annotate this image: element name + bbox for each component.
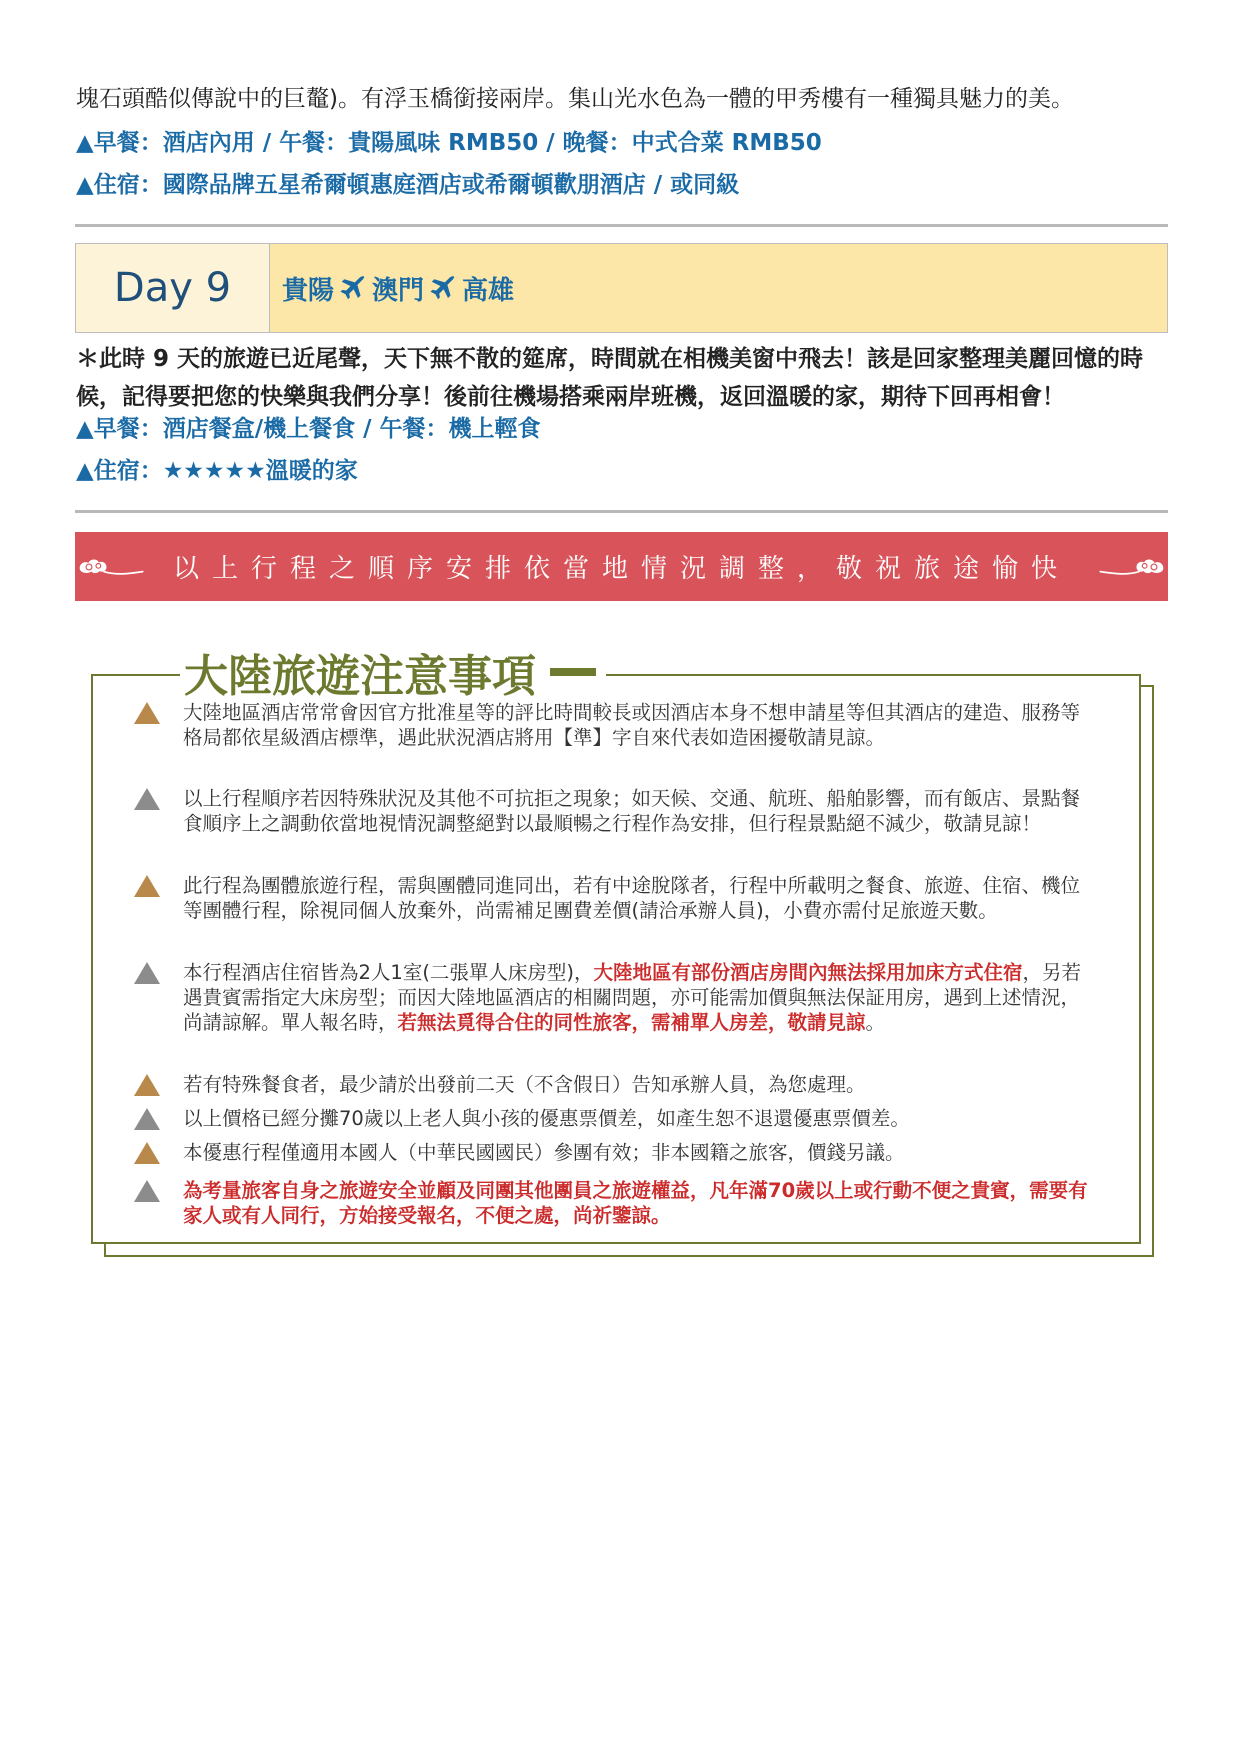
day-description: ＊此時 9 天的旅遊已近尾聲，天下無不散的筵席，時間就在相機美窗中飛去！該是回家整理美麗回憶的時候，記得要把您的快樂與我們分享！後前往機場搭乘兩岸班機，返回溫暖的家，期待下回再相會！ (76, 346, 1144, 410)
route-city-2: 澳門 (372, 275, 425, 306)
intro-lodging: ▲住宿：國際品牌五星希爾頓惠庭酒店或希爾頓歡朋酒店 / 或同級 (76, 172, 740, 198)
triangle-gray-icon (133, 787, 161, 811)
title-dash (550, 668, 596, 676)
triangle-gray-icon (133, 1179, 161, 1203)
plane-icon (428, 273, 458, 303)
triangle-gold-icon (133, 701, 161, 725)
note-item (133, 700, 1093, 750)
triangle-gray-icon (133, 1107, 161, 1131)
triangle-gold-icon (133, 1141, 161, 1165)
notes-title (180, 640, 606, 704)
notes-title-text: 大陸旅遊注意事項 (184, 651, 536, 702)
note-5-text: 若有特殊餐食者，最少請於出發前二天（不含假日）告知承辦人員，為您處理。 (183, 1073, 866, 1096)
day-route (270, 244, 1167, 332)
note-text (183, 1140, 1093, 1165)
note-3-text: 此行程為團體旅遊行程，需與團體同進同出，若有中途脫隊者，行程中所載明之餐食、旅遊、住宿、機位等團體行程，除視同個人放棄外，尚需補足團費差價(請洽承辦人員)，小費亦需付足旅遊天數。 (183, 874, 1081, 922)
note-item (133, 873, 1093, 923)
itinerary-banner (75, 532, 1168, 601)
intro-meals: ▲早餐：酒店內用 / 午餐：貴陽風味 RMB50 / 晚餐：中式合菜 RMB50 (76, 130, 822, 156)
note-4-text-e: 。 (865, 1011, 886, 1034)
cloud-left-icon (75, 545, 145, 589)
note-8-text: 為考量旅客自身之旅遊安全並顧及同團其他團員之旅遊權益，凡年滿70歲以上或行動不便之貴賓，需要有家人或有人同行，方始接受報名，不便之處，尚祈鑒諒。 (183, 1179, 1088, 1227)
note-2-text: 以上行程順序若因特殊狀況及其他不可抗拒之現象；如天候、交通、航班、船舶影響，而有飯店、景點餐食順序上之調動依當地視情況調整絕對以最順暢之行程作為安排，但行程景點絕不減少，敬請見諒！ (183, 787, 1081, 835)
triangle-gray-icon (133, 961, 161, 985)
route-city-1: 貴陽 (282, 275, 335, 306)
note-text (183, 873, 1093, 923)
note-text (183, 960, 1093, 1035)
note-4-text-c: ，另若遇貴賓需指定大床房型；而因大陸地區酒店的相關問題，亦可能需加價與無法保証用房，遇到上述情況，尚請諒解。單人報名時， (183, 961, 1082, 1034)
note-item (133, 1178, 1093, 1228)
triangle-gold-icon (133, 1073, 161, 1097)
divider (75, 510, 1168, 513)
day9-lodging: ▲住宿：★★★★★溫暖的家 (76, 458, 358, 484)
intro-text: 塊石頭酷似傳說中的巨鼇)。有浮玉橋銜接兩岸。集山光水色為一體的甲秀樓有一種獨具魅力的美。 (76, 86, 1074, 112)
note-item (133, 1106, 1093, 1131)
note-text (183, 1178, 1093, 1228)
note-text (183, 700, 1093, 750)
note-item (133, 1140, 1093, 1165)
note-4-text-b: 大陸地區有部份酒店房間內無法採用加床方式住宿 (593, 961, 1023, 984)
divider (75, 224, 1168, 227)
note-1-text: 大陸地區酒店常常會因官方批准星等的評比時間較長或因酒店本身不想申請星等但其酒店的建造、服務等格局都依星級酒店標準，遇此狀況酒店將用【準】字自來代表如造困擾敬請見諒。 (183, 701, 1081, 749)
note-item (133, 1072, 1093, 1097)
note-text (183, 1106, 1093, 1131)
route-city-3: 高雄 (462, 275, 515, 306)
triangle-gold-icon (133, 874, 161, 898)
banner-text: 以上行程之順序安排依當地情況調整，敬祝旅途愉快 (172, 554, 1070, 584)
note-4-text-a: 本行程酒店住宿皆為2人1室(二張單人床房型)， (183, 961, 594, 984)
note-4-text-d: 若無法覓得合住的同性旅客，需補單人房差，敬請見諒 (397, 1011, 866, 1034)
note-text (183, 786, 1093, 836)
note-6-text: 以上價格已經分攤70歲以上老人與小孩的優惠票價差，如產生恕不退還優惠票價差。 (183, 1107, 910, 1130)
day9-meals: ▲早餐：酒店餐盒/機上餐食 / 午餐：機上輕食 (76, 416, 541, 442)
day-header (75, 243, 1168, 333)
note-7-text: 本優惠行程僅適用本國人（中華民國國民）參團有效；非本國籍之旅客，價錢另議。 (183, 1141, 905, 1164)
note-text (183, 1072, 1093, 1097)
note-item (133, 960, 1093, 1035)
plane-icon (338, 273, 368, 303)
note-item (133, 786, 1093, 836)
day-label: Day 9 (76, 244, 270, 332)
cloud-right-icon (1098, 545, 1168, 589)
